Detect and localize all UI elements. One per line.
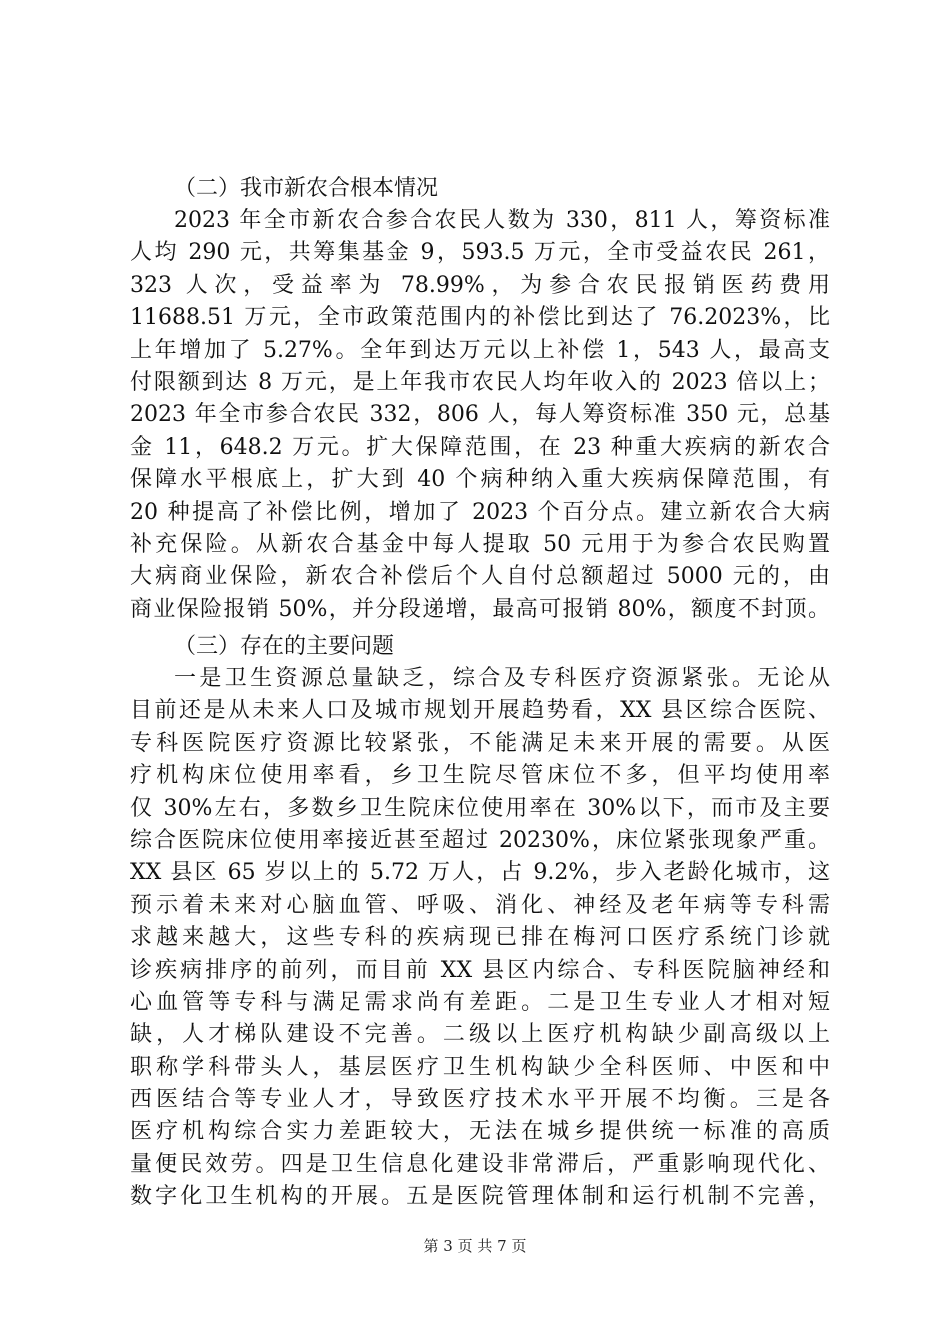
paragraph-line: 量便民效劳。四是卫生信息化建设非常滞后，严重影响现代化、 <box>130 1151 830 1177</box>
paragraph-line: 11688.51 万元，全市政策范围内的补偿比到达了 76.2023%，比 <box>130 305 830 331</box>
paragraph-line: 保障水平根底上，扩大到 40 个病种纳入重大疾病保障范围，有 <box>130 467 830 493</box>
paragraph-line: 人均 290 元，共筹集基金 9，593.5 万元，全市受益农民 261， <box>130 240 830 266</box>
paragraph-line: 职称学科带头人，基层医疗卫生机构缺少全科医师、中医和中 <box>130 1054 830 1080</box>
paragraph-line: 目前还是从未来人口及城市规划开展趋势看，XX 县区综合医院、 <box>130 698 830 724</box>
paragraph-line: 仅 30%左右，多数乡卫生院床位使用率在 30%以下，而市及主要 <box>130 795 830 821</box>
paragraph-line: 疗机构床位使用率看，乡卫生院尽管床位不多，但平均使用率 <box>130 763 830 789</box>
paragraph-line: 西医结合等专业人才，导致医疗技术水平开展不均衡。三是各 <box>130 1087 830 1113</box>
paragraph-line: 商业保险报销 50%，并分段递增，最高可报销 80%，额度不封顶。 <box>130 596 830 622</box>
paragraph-line: 一是卫生资源总量缺乏，综合及专科医疗资源紧张。无论从 <box>174 666 830 691</box>
paragraph-line: 数字化卫生机构的开展。五是医院管理体制和运行机制不完善， <box>130 1184 830 1210</box>
paragraph-line: XX 县区 65 岁以上的 5.72 万人，占 9.2%，步入老龄化城市，这 <box>130 860 830 886</box>
section-main-problems <box>130 630 830 1214</box>
paragraph-line: 诊疾病排序的前列，而目前 XX 县区内综合、专科医院脑神经和 <box>130 957 830 983</box>
section-basic-situation <box>130 172 830 626</box>
paragraph-line: 大病商业保险，新农合补偿后个人自付总额超过 5000 元的，由 <box>130 564 830 590</box>
paragraph-line: 医疗机构综合实力差距较大，无法在城乡提供统一标准的高质 <box>130 1119 830 1145</box>
paragraph-line: 补充保险。从新农合基金中每人提取 50 元用于为参合农民购置 <box>130 531 830 557</box>
section-heading: （二）我市新农合根本情况 <box>174 176 439 201</box>
paragraph-line: 20 种提高了补偿比例，增加了 2023 个百分点。建立新农合大病 <box>130 499 830 525</box>
paragraph-line: 专科医院医疗资源比较紧张，不能满足未来开展的需要。从医 <box>130 730 830 756</box>
paragraph-line: 金 11，648.2 万元。扩大保障范围，在 23 种重大疾病的新农合 <box>130 434 830 460</box>
paragraph-line: 缺，人才梯队建设不完善。二级以上医疗机构缺少副高级以上 <box>130 1022 830 1048</box>
paragraph-line: 上年增加了 5.27%。全年到达万元以上补偿 1，543 人，最高支 <box>130 337 830 363</box>
page-number-footer: 第 3 页 共 7 页 <box>423 1237 527 1255</box>
paragraph-line: 预示着未来对心脑血管、呼吸、消化、神经及老年病等专科需 <box>130 892 830 918</box>
paragraph-line: 2023 年全市新农合参合农民人数为 330，811 人，筹资标准 <box>174 208 830 233</box>
paragraph-line: 求越来越大，这些专科的疾病现已排在梅河口医疗系统门诊就 <box>130 925 830 951</box>
paragraph-line: 付限额到达 8 万元，是上年我市农民人均年收入的 2023 倍以上； <box>130 369 830 395</box>
paragraph-line: 综合医院床位使用率接近甚至超过 20230%，床位紧张现象严重。 <box>130 827 830 853</box>
paragraph-line: 2023 年全市参合农民 332，806 人，每人筹资标准 350 元，总基 <box>130 402 830 428</box>
paragraph-line: 323 人次，受益率为 78.99%，为参合农民报销医药费用 <box>130 272 830 298</box>
paragraph-line: 心血管等专科与满足需求尚有差距。二是卫生专业人才相对短 <box>130 989 830 1015</box>
section-heading: （三）存在的主要问题 <box>174 634 395 659</box>
